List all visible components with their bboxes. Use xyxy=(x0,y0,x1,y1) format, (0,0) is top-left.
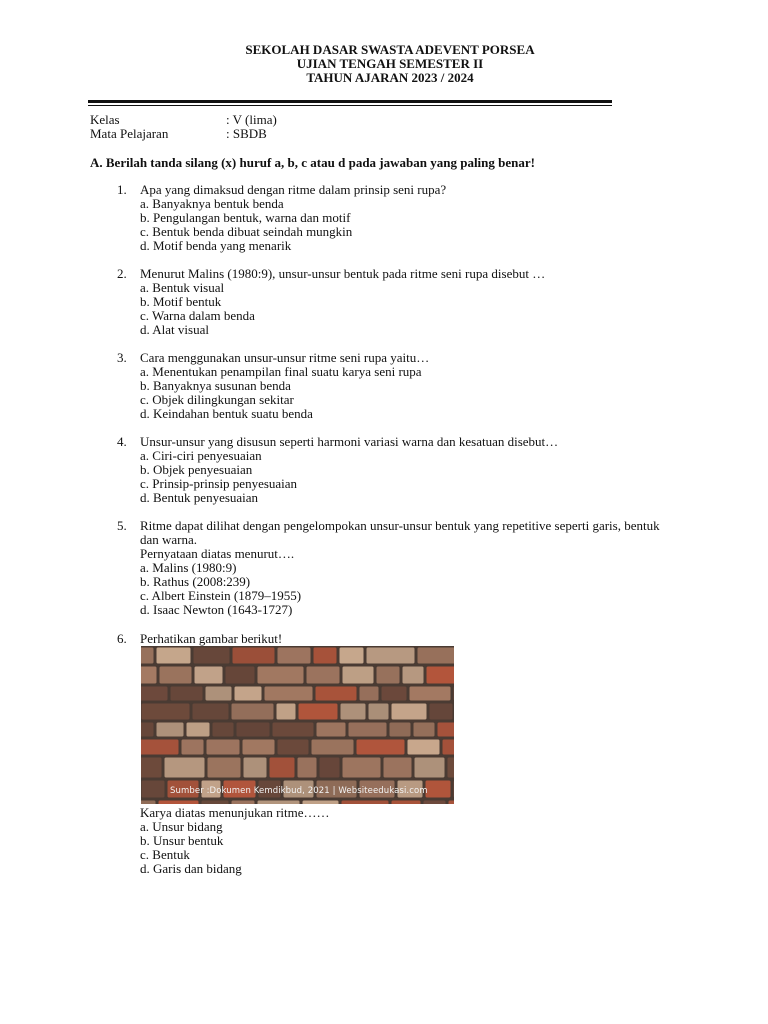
option-a[interactable]: a. Menentukan penampilan final suatu karya seni rupa xyxy=(140,364,422,379)
question-body xyxy=(140,519,680,617)
stone-block xyxy=(141,687,168,701)
stone-block xyxy=(360,687,379,701)
question-body xyxy=(140,183,680,253)
stone-block xyxy=(270,758,295,778)
question-subtext: Pernyataan diatas menurut…. xyxy=(140,546,295,561)
stone-block xyxy=(438,723,455,737)
question-text: Unsur-unsur yang disusun seperti harmoni variasi warna dan kesatuan disebut… xyxy=(140,434,559,449)
stone-block xyxy=(142,781,165,798)
option-d[interactable]: d. Alat visual xyxy=(140,322,209,337)
stone-block xyxy=(390,723,411,737)
student-info xyxy=(90,113,277,141)
stone-block xyxy=(403,667,424,684)
stone-block xyxy=(312,740,354,755)
stone-block xyxy=(382,687,407,701)
stone-block xyxy=(299,704,338,720)
question-number: 6. xyxy=(117,631,127,646)
question-number: 1. xyxy=(117,182,127,197)
stone-block xyxy=(454,781,455,798)
header-rule-thin xyxy=(88,105,612,106)
exam-title: UJIAN TENGAH SEMESTER II xyxy=(296,56,484,71)
option-a[interactable]: a. Banyaknya bentuk benda xyxy=(140,196,284,211)
stone-block xyxy=(232,704,274,720)
option-a[interactable]: a. Bentuk visual xyxy=(140,280,225,295)
stone-block xyxy=(415,758,445,778)
stone-block xyxy=(278,740,309,755)
question-number: 5. xyxy=(117,518,127,533)
stone-wall-illustration xyxy=(141,646,454,804)
option-d[interactable]: d. Isaac Newton (1643-1727) xyxy=(140,602,293,617)
academic-year: TAHUN AJARAN 2023 / 2024 xyxy=(306,70,474,85)
option-d[interactable]: d. Motif benda yang menarik xyxy=(140,238,292,253)
stone-block xyxy=(427,667,455,684)
stone-block xyxy=(357,740,405,755)
stone-block xyxy=(316,687,357,701)
stone-block xyxy=(343,667,374,684)
stone-block xyxy=(424,801,446,805)
stone-block xyxy=(193,704,229,720)
stone-block xyxy=(454,687,455,701)
option-c[interactable]: c. Albert Einstein (1879–1955) xyxy=(140,588,302,603)
question-number: 3. xyxy=(117,350,127,365)
stone-block xyxy=(208,758,241,778)
option-c[interactable]: c. Prinsip-prinsip penyesuaian xyxy=(140,476,298,491)
subject-label: Mata Pelajaran xyxy=(90,126,169,141)
stone-block xyxy=(157,648,191,664)
option-c[interactable]: c. Bentuk xyxy=(140,847,190,862)
option-b[interactable]: b. Unsur bentuk xyxy=(140,833,224,848)
stone-block xyxy=(314,648,337,664)
stone-block xyxy=(243,740,275,755)
stone-block xyxy=(273,723,314,737)
stone-block xyxy=(213,723,234,737)
stone-block xyxy=(349,723,387,737)
stone-block xyxy=(207,740,240,755)
question-text: Apa yang dimaksud dengan ritme dalam prinsip seni rupa? xyxy=(140,182,447,197)
stone-block xyxy=(410,687,451,701)
stone-block xyxy=(165,758,205,778)
option-b[interactable]: b. Banyaknya susunan benda xyxy=(140,378,291,393)
stone-block xyxy=(141,648,154,664)
stone-block xyxy=(141,801,156,805)
stone-block xyxy=(307,667,340,684)
option-b[interactable]: b. Rathus (2008:239) xyxy=(140,574,251,589)
option-c[interactable]: c. Objek dilingkungan sekitar xyxy=(140,392,294,407)
stone-block xyxy=(258,667,304,684)
option-d[interactable]: d. Garis dan bidang xyxy=(140,861,242,876)
stone-block xyxy=(187,723,210,737)
option-d[interactable]: d. Bentuk penyesuaian xyxy=(140,490,259,505)
section-a-instruction: A. Berilah tanda silang (x) huruf a, b, c atau d pada jawaban yang paling benar! xyxy=(90,155,535,170)
option-d[interactable]: d. Keindahan bentuk suatu benda xyxy=(140,406,313,421)
stone-block xyxy=(265,687,313,701)
stone-block xyxy=(408,740,440,755)
question-body xyxy=(140,632,680,646)
stone-block xyxy=(194,648,230,664)
stone-block xyxy=(160,667,192,684)
class-label: Kelas xyxy=(90,112,120,127)
stone-block xyxy=(342,801,389,805)
stone-block xyxy=(377,667,400,684)
stone-block xyxy=(343,758,381,778)
image-source-caption: Sumber :Dokumen Kemdikbud, 2021 | Websiteedukasi.com xyxy=(170,786,428,796)
option-b[interactable]: b. Pengulangan bentuk, warna dan motif xyxy=(140,210,351,225)
class-value: : V (lima) xyxy=(226,112,277,127)
stone-block xyxy=(202,801,229,805)
question-body xyxy=(140,351,680,421)
document-header xyxy=(0,43,768,85)
stone-block xyxy=(141,667,157,684)
stone-block xyxy=(182,740,204,755)
question-number: 4. xyxy=(117,434,127,449)
question-body xyxy=(140,435,680,505)
stone-block xyxy=(226,667,255,684)
stone-block xyxy=(159,801,199,805)
stone-block xyxy=(298,758,317,778)
stone-block xyxy=(244,758,267,778)
stone-block xyxy=(418,648,455,664)
option-c[interactable]: c. Bentuk benda dibuat seindah mungkin xyxy=(140,224,353,239)
stone-block xyxy=(142,704,190,720)
stone-block xyxy=(235,687,262,701)
stone-block xyxy=(384,758,412,778)
stone-block xyxy=(341,704,366,720)
option-c[interactable]: c. Warna dalam benda xyxy=(140,308,255,323)
option-b[interactable]: b. Objek penyesuaian xyxy=(140,462,253,477)
stone-block xyxy=(277,704,296,720)
stone-block xyxy=(303,801,339,805)
stone-wall-image xyxy=(141,646,454,804)
stone-block xyxy=(141,740,179,755)
school-name: SEKOLAH DASAR SWASTA ADEVENT PORSEA xyxy=(245,42,535,57)
stone-block xyxy=(392,801,421,805)
class-row xyxy=(90,113,277,127)
subject-row xyxy=(90,127,277,141)
stone-block xyxy=(414,723,435,737)
stone-block xyxy=(367,648,415,664)
stone-block xyxy=(157,723,184,737)
question-subtext: Karya diatas menunjukan ritme…… xyxy=(140,805,330,820)
question-text: Cara menggunakan unsur-unsur ritme seni rupa yaitu… xyxy=(140,350,430,365)
stone-block xyxy=(426,781,451,798)
stone-block xyxy=(206,687,232,701)
subject-value: : SBDB xyxy=(226,126,267,141)
stone-block xyxy=(195,667,223,684)
header-rule-thick xyxy=(88,100,612,103)
option-a[interactable]: a. Malins (1980:9) xyxy=(140,560,237,575)
stone-block xyxy=(233,648,275,664)
question-text: Ritme dapat dilihat dengan pengelompokan unsur-unsur bentuk yang repetitive seperti garis, bentuk dan warna. xyxy=(140,518,660,547)
stone-block xyxy=(369,704,389,720)
stone-block xyxy=(317,723,346,737)
option-a[interactable]: a. Ciri-ciri penyesuaian xyxy=(140,448,262,463)
stone-block xyxy=(449,801,455,805)
stone-block xyxy=(171,687,203,701)
question-text: Menurut Malins (1980:9), unsur-unsur bentuk pada ritme seni rupa disebut … xyxy=(140,266,546,281)
stone-block xyxy=(430,704,453,720)
stone-block xyxy=(258,801,300,805)
stone-block xyxy=(232,801,255,805)
option-a[interactable]: a. Unsur bidang xyxy=(140,819,223,834)
question-text: Perhatikan gambar berikut! xyxy=(140,631,283,646)
question-number: 2. xyxy=(117,266,127,281)
question-body xyxy=(140,806,680,876)
stone-block xyxy=(141,758,162,778)
stone-block xyxy=(448,758,455,778)
stone-block xyxy=(340,648,364,664)
stone-block xyxy=(392,704,427,720)
stone-block xyxy=(278,648,311,664)
option-b[interactable]: b. Motif bentuk xyxy=(140,294,222,309)
stone-block xyxy=(320,758,340,778)
stone-block xyxy=(237,723,270,737)
question-body xyxy=(140,267,680,337)
stone-block xyxy=(443,740,455,755)
stone-block xyxy=(141,723,154,737)
